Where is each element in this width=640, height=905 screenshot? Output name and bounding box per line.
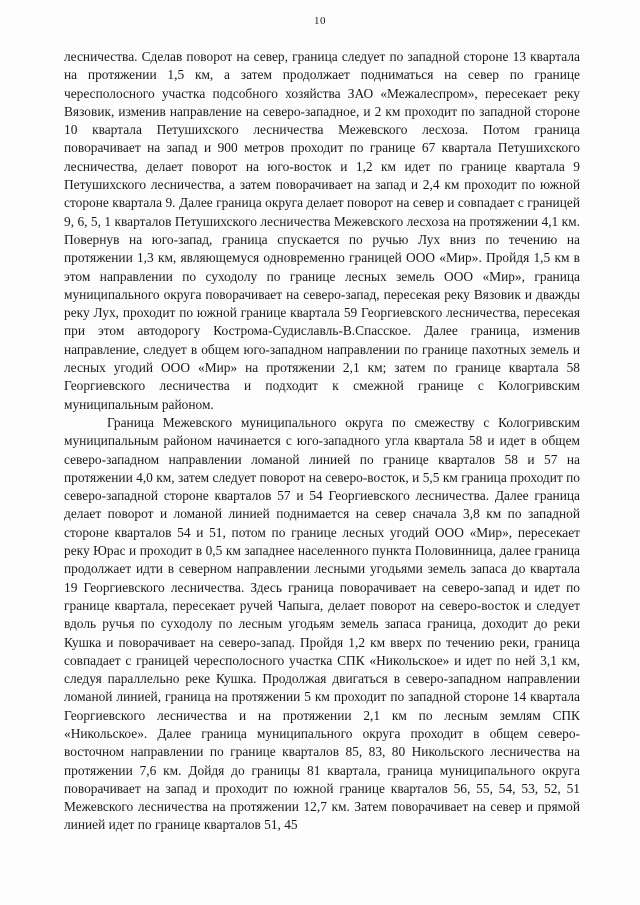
document-body bbox=[64, 48, 580, 835]
paragraph-continuation: лесничества. Сделав поворот на север, граница следует по западной стороне 13 квартала на протяжении 1,5 км, а затем продолжает подниматься на север по границе чересполосного участка подсобного хозяйства ЗАО «Межалеспром», пересекает реку Вязовик, изменив направление на северо-западное, и 2 км проходит по западной стороне 10 квартала Петушихского лесничества Межевского лесхоза. Потом граница поворачивает на запад и 900 метров проходит по границе 67 квартала Петушихского лесничества, делает поворот на юго-восток и 1,2 км идет по границе квартала 9 Петушихского лесничества, а затем поворачивает на запад и 2,4 км проходит по южной стороне квартала 9. Далее граница округа делает поворот на север и совпадает с границей 9, 6, 5, 1 кварталов Петушихского лесничества Межевского лесхоза на протяжении 4,1 км. Повернув на юго-запад, граница спускается по ручью Лух вниз по течению на протяжении 1,3 км, являющемуся одновременно границей ООО «Мир». Пройдя 1,5 км в этом направлении по суходолу по границе лесных земель ООО «Мир», граница муниципального округа поворачивает на северо-запад, пересекая реку Вязовик и дважды реку Лух, проходит по южной границе квартала 59 Георгиевского лесничества, пересекая при этом автодорогу Кострома-Судиславль-В.Спасское. Далее граница, изменив направление, следует в общем юго-западном направлении по границе пахотных земель и лесных угодий ООО «Мир» на протяжении 2,1 км; затем по границе квартала 58 Георгиевского лесничества и подходит к смежной границе с Кологривским муниципальным районом. bbox=[64, 49, 580, 412]
paragraph-kologriv-border: Граница Межевского муниципального округа по смежеству с Кологривским муниципальным районом начинается с юго-западного угла квартала 58 и идет в общем северо-западном направлении ломаной линией по границе кварталов 58 и 57 на протяжении 4,0 км, затем следует поворот на северо-восток, и 5,5 км граница проходит по северо-западной стороне кварталов 57 и 54 Георгиевского лесничества. Далее граница делает поворот и ломаной линией поднимается на север сначала 3,8 км по западной стороне кварталов 54 и 51, потом по границе лесных угодий ООО «Мир», пересекает реку Юрас и проходит в 0,5 км западнее населенного пункта Половинница, далее граница продолжает идти в северном направлении лесными угодьями земель запаса до квартала 19 Георгиевского лесничества. Здесь граница поворачивает на северо-запад и идет по границе квартала, пересекает ручей Чапыга, делает поворот на северо-восток и следует вдоль ручья по суходолу по лесным угодьям земель запаса граница, доходит до реки Кушка и поворачивает на северо-запад. Пройдя 1,2 км вверх по течению реки, граница совпадает с границей чересполосного участка СПК «Никольское» и идет по ней 3,1 км, следуя параллельно реке Кушка. Продолжая двигаться в северо-западном направлении ломаной линией, граница на протяжении 5 км проходит по западной стороне 14 квартала Георгиевского лесничества и на протяжении 2,1 км по лесным землям СПК «Никольское». Далее граница муниципального округа проходит в общем северо-восточном направлении по границе кварталов 85, 83, 80 Никольского лесничества на протяжении 7,6 км. Дойдя до границы 81 квартала, граница муниципального округа поворачивает на запад и проходит по южной границе кварталов 56, 55, 54, 53, 52, 51 Межевского лесничества на протяжении 12,7 км. Затем поворачивает на север и прямой линией идет по границе кварталов 51, 45 bbox=[64, 414, 580, 833]
page-number: 10 bbox=[314, 15, 326, 27]
